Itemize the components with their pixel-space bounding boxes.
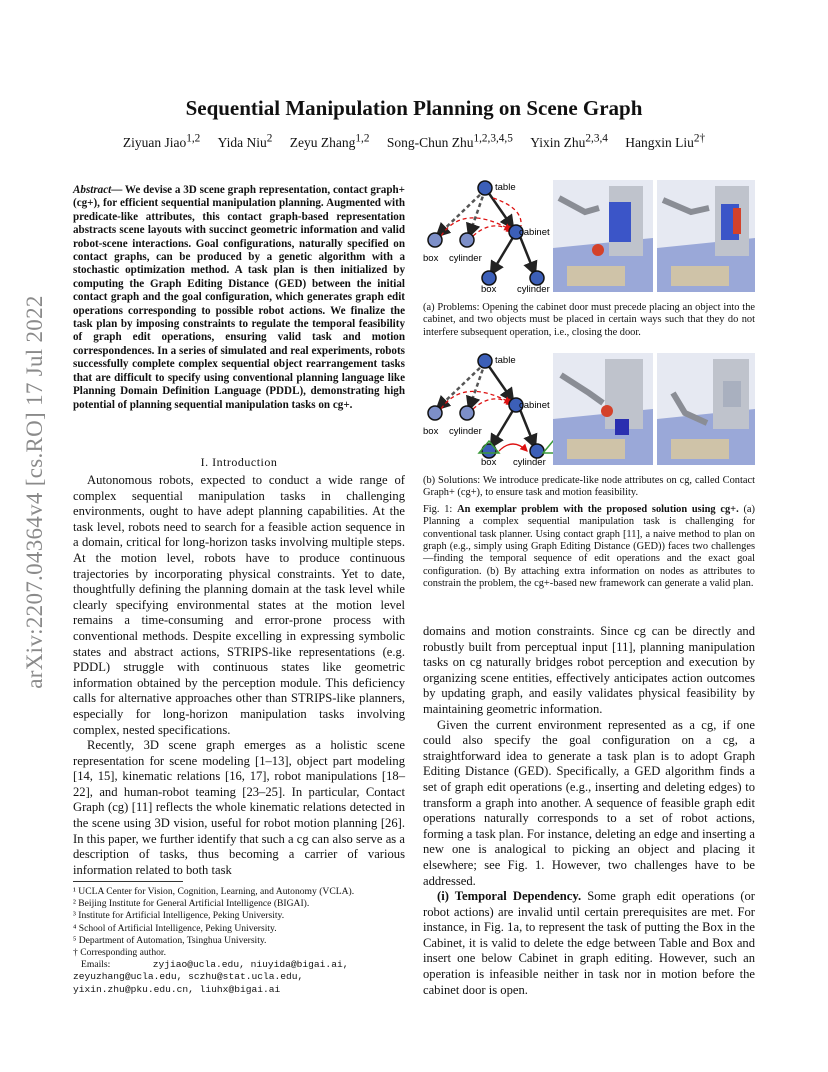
paragraph: Given the current environment represented as a cg, if one could also specify the goal configuration on a cg, a straightforward idea to generate a task plan is to adopt Graph Editing Distance (GED). Specifically, a GED algorithm finds a set of graph edit operations (e.g., inserting and deleting edges) to transform a graph into another. A sequence of feasible graph edit operations naturally corresponds to a set of robot actions, forming a task plan. For instance, deleting an edge and inserting a new one is analogical to picking an object and placing it elsewhere; see Fig. 1. However, two challenges have to be addressed. bbox=[423, 717, 755, 888]
author: Yixin Zhu$^{2,3,4}$ bbox=[530, 132, 608, 150]
robot-render-b1 bbox=[553, 353, 653, 465]
emails: Emails: zyjiao@ucla.edu, niuyida@bigai.ai, bbox=[81, 959, 349, 971]
right-column-text bbox=[423, 624, 755, 998]
author-list bbox=[0, 132, 828, 151]
footnote: ³ Institute for Artificial Intelligence, Peking University. bbox=[73, 910, 285, 922]
node-label: table bbox=[495, 355, 516, 366]
node-box bbox=[428, 233, 442, 247]
node-label: box bbox=[423, 426, 439, 437]
node-label: cabinet bbox=[519, 227, 550, 238]
paragraph: (i) Temporal Dependency. Some graph edit operations (or robot actions) are invalid until certain prerequisites are met. For instance, in Fig. 1a, to represent the task of putting the Box in the Cabinet, it is valid to delete the edge between Table and Box and insert one below Cabinet in graph editing. However, such an operation is infeasible neither in task nor in motion before the cabinet door is open. bbox=[423, 889, 755, 997]
abstract-label: Abstract bbox=[73, 184, 112, 196]
paragraph: Autonomous robots, expected to conduct a wide range of complex sequential manipulation tasks in challenging environments, ought to have adept planning capabilities. At the task level, robots need to search for a feasible action sequence in a domain, critical for long-horizon tasks involving multiple steps. At the motion level, robots have to produce continuous trajectories by incorporating physical constraints. Yet to date, thoughtfully defining the planning domain at the task level while clearly specifying environmental states at the motion level remains a time-consuming and error-prone process with conventional methods. Despite excelling in expressing symbolic states and abstract actions, STRIPS-like representations (e.g. PDDL) struggle with continuous states like geometric information obtained by the perception module. This deficiency calls for alternative approaches other than STRIPS-like planners, especially for long-horizon manipulation tasks involving complex, nested specifications. bbox=[73, 473, 405, 737]
author: Hangxin Liu$^{2\dagger}$ bbox=[625, 132, 706, 150]
footnotes bbox=[73, 881, 413, 996]
emails-line: zeyuzhang@ucla.edu, sczhu@stat.ucla.edu, bbox=[73, 971, 304, 983]
node-cylinder bbox=[460, 233, 474, 247]
node-table bbox=[478, 181, 492, 195]
node-cylinder bbox=[460, 406, 474, 420]
paragraph: Recently, 3D scene graph emerges as a holistic scene representation for scene modeling [1–13], object part modeling [14, 15], kinematic relations [16, 17], robot manipulations [18–22], and human-robot teaming [23–25]. In particular, Contact Graph (cg) [11] reflects the whole kinematic relations detected in the scene using 3D vision, useful for robot motion planning [26]. In this paper, we further identify that such a cg can also serve as a description of tasks, thus becoming a carrier of various information related to both task bbox=[73, 738, 405, 877]
node-box bbox=[428, 406, 442, 420]
node-label: box bbox=[481, 284, 497, 295]
footnote-rule bbox=[73, 881, 183, 882]
arxiv-identifier: arXiv:2207.04364v4 [cs.RO] 17 Jul 2022 bbox=[22, 295, 47, 689]
caption-b: (b) Solutions: We introduce predicate-like node attributes on cg, called Contact Graph+ (cg+), to ensure task and motion feasibility. bbox=[423, 475, 755, 499]
node-label: cabinet bbox=[519, 400, 550, 411]
node-label: box bbox=[423, 253, 439, 264]
node-cylinder bbox=[530, 271, 544, 285]
introduction-text bbox=[73, 473, 405, 878]
temporal-dependency-label: (i) Temporal Dependency. bbox=[437, 889, 582, 904]
node-label: box bbox=[481, 457, 497, 467]
footnote: ² Beijing Institute for General Artificial Intelligence (BIGAI). bbox=[73, 898, 310, 910]
caption-a: (a) Problems: Opening the cabinet door must precede placing an object into the cabinet, and two objects must be placed in certain ways such that they do not interfere subsequent operation, i.e., closing the door. bbox=[423, 302, 755, 338]
node-label: table bbox=[495, 182, 516, 193]
node-label: cylinder bbox=[513, 457, 546, 467]
node-label: cylinder bbox=[517, 284, 550, 295]
footnote: ⁵ Department of Automation, Tsinghua University. bbox=[73, 934, 267, 946]
footnote: ¹ UCLA Center for Vision, Cognition, Learning, and Autonomy (VCLA). bbox=[73, 886, 355, 897]
node-label: cylinder bbox=[449, 253, 482, 264]
author: Zeyu Zhang$^{1,2}$ bbox=[289, 132, 370, 150]
scene-graph-b bbox=[423, 354, 563, 467]
robot-render-a2 bbox=[657, 180, 755, 292]
paper-title: Sequential Manipulation Planning on Scene Graph bbox=[185, 96, 643, 120]
figure-1a bbox=[423, 178, 755, 339]
paragraph: domains and motion constraints. Since cg can be directly and robustly built from perceptual input [11], planning manipulation tasks on cg naturally bridges robot perception and execution by organizing scene entities, effectively anticipates action outcomes by updating graph, and easily validates physical feasibility by maintaining geometric information. bbox=[423, 624, 755, 716]
author: Yida Niu$^2$ bbox=[217, 132, 273, 150]
section-heading: I. Introduction bbox=[200, 455, 278, 469]
figure-1b bbox=[423, 353, 755, 591]
abstract-text: — We devise a 3D scene graph representation, contact graph+ (cg+), for efficient sequential manipulation planning. Augmented with predicate-like attributes, this contact graph-based representation abstracts scene layouts with succinct geometric information and valid robot-scene interactions. Goal configurations, naturally specified on contact graphs, can be produced by a genetic algorithm with a stochastic optimization method. A task plan is then initialized by computing the Graph Editing Distance (GED) between the initial contact graph and the goal configuration, which generates graph edit operations corresponding to possible robot actions. We finalize the task plan by imposing constraints to regulate the temporal feasibility of graph edit operations, ensuring valid task and motion correspondences. In a series of simulated and real experiments, robots successfully complete complex sequential object rearrangement tasks that are difficult to specify using conventional planning language like Planning Domain Definition Language (PDDL), demonstrating high potential of planning sequential manipulation tasks on cg+. bbox=[73, 184, 405, 411]
robot-render-b2 bbox=[657, 353, 755, 465]
node-box bbox=[482, 271, 496, 285]
robot-render-a1 bbox=[553, 180, 653, 292]
node-cylinder bbox=[530, 444, 544, 458]
scene-graph-a bbox=[423, 181, 550, 295]
figure-1b-graphic bbox=[423, 353, 755, 467]
node-label: cylinder bbox=[449, 426, 482, 437]
footnote: † Corresponding author. bbox=[73, 947, 166, 959]
node-table bbox=[478, 354, 492, 368]
author: Song-Chun Zhu$^{1,2,3,4,5}$ bbox=[386, 132, 513, 150]
figure-1a-graphic bbox=[423, 178, 755, 296]
abstract bbox=[73, 184, 405, 412]
figure-caption: Fig. 1: An exemplar problem with the proposed solution using cg+. (a) Planning a complex sequential manipulation task is challenging for conventional task planner. Using contact graph [11], a naive method to plan on graph (e.g., simply using Graph Editing Distance (GED)) faces two challenges—finding the temporal sequence of edit operations and the exact goal configuration. (b) By attaching extra information on nodes as attributes to constrain the problem, the cg+-based new framework can generate a valid plan. bbox=[423, 503, 755, 590]
author: Ziyuan Jiao$^{1,2}$ bbox=[122, 132, 201, 150]
emails-line: yixin.zhu@pku.edu.cn, liuhx@bigai.ai bbox=[73, 983, 281, 995]
footnote: ⁴ School of Artificial Intelligence, Peking University. bbox=[73, 922, 277, 934]
